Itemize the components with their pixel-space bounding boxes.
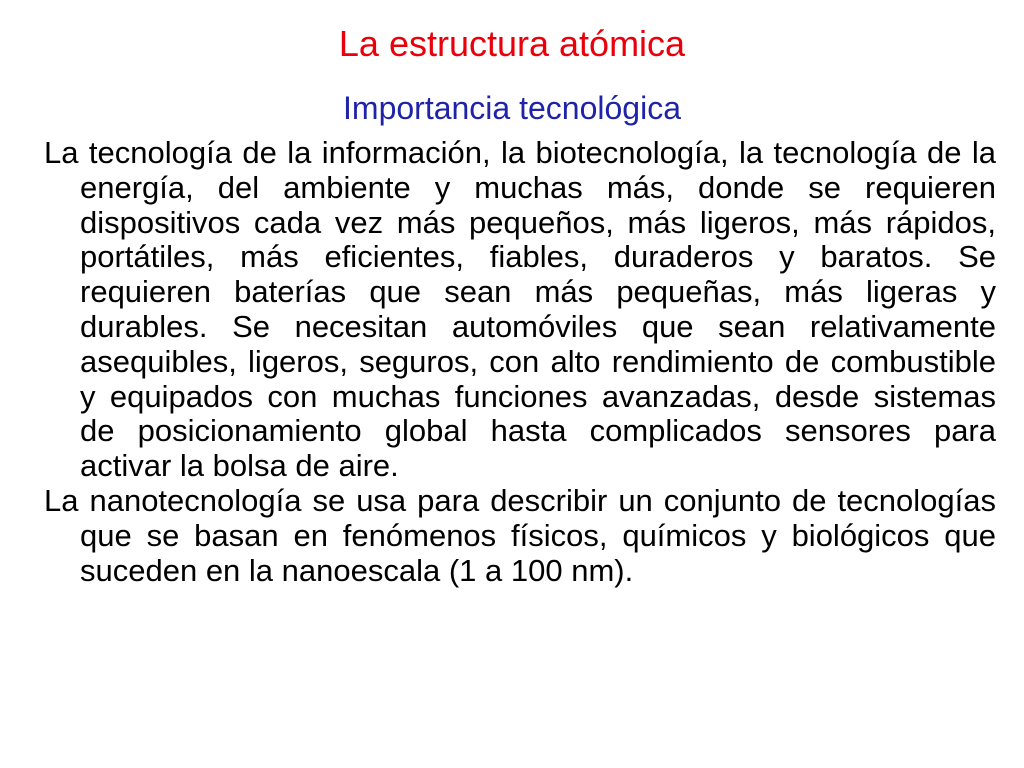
paragraph-nanotechnology: La nanotecnología se usa para describir un conjunto de tecnologías que se basan en fenómenos físicos, químicos y biológicos que suceden en la nanoescala (1 a 100 nm). xyxy=(44,482,996,588)
slide-subtitle: Importancia tecnológica xyxy=(343,90,681,126)
slide-body xyxy=(44,136,996,588)
paragraph-technology: La tecnología de la información, la biotecnología, la tecnología de la energía, del ambiente y muchas más, donde se requieren dispositivos cada vez más pequeños, más ligeros, más rápidos, portátiles, más eficientes, fiables, duraderos y baratos. Se requieren baterías que sean más pequeñas, más ligeras y durables. Se necesitan automóviles que sean relativamente asequibles, ligeros, seguros, con alto rendimiento de combustible y equipados con muchas funciones avanzadas, desde sistemas de posicionamiento global hasta complicados sensores para activar la bolsa de aire. xyxy=(44,135,996,484)
slide-title: La estructura atómica xyxy=(338,23,686,64)
